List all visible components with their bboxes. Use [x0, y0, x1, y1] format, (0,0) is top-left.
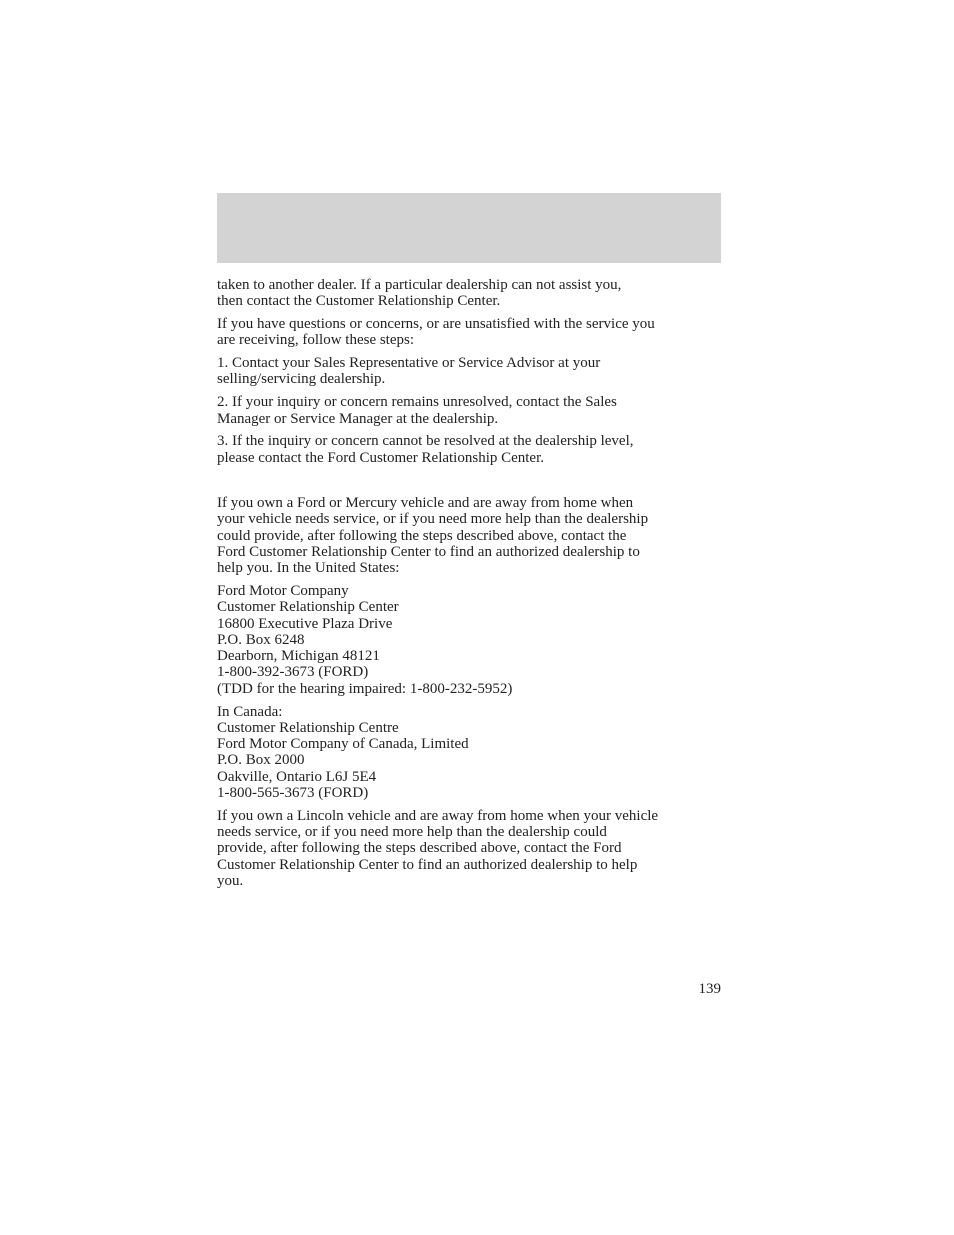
away-from-home-lincoln-paragraph	[217, 808, 727, 889]
address-line: Customer Relationship Center	[217, 599, 399, 616]
text-line: then contact the Customer Relationship Center.	[217, 293, 501, 310]
us-address-block	[217, 583, 727, 697]
text-line: please contact the Ford Customer Relationship Center.	[217, 449, 545, 466]
text-line: provide, after following the steps described above, contact the Ford	[217, 840, 622, 857]
phone-line: 1-800-565-3673 (FORD)	[217, 785, 369, 802]
address-line: Ford Motor Company	[217, 582, 349, 599]
text-line: taken to another dealer. If a particular dealership can not assist you,	[217, 277, 622, 293]
steps-intro-paragraph	[217, 316, 727, 349]
text-line: help you. In the United States:	[217, 560, 400, 577]
step-2	[217, 394, 727, 427]
text-line: 2. If your inquiry or concern remains unresolved, contact the Sales	[217, 394, 617, 411]
tdd-line: (TDD for the hearing impaired: 1-800-232-5952)	[217, 680, 513, 697]
text-line: If you own a Ford or Mercury vehicle and are away from home when	[217, 494, 634, 511]
text-line: Ford Customer Relationship Center to find an authorized dealership to	[217, 543, 640, 560]
address-line: Oakville, Ontario L6J 5E4	[217, 768, 377, 785]
text-line: your vehicle needs service, or if you need more help than the dealership	[217, 511, 649, 528]
text-line: If you have questions or concerns, or are unsatisfied with the service you	[217, 316, 655, 333]
page-body	[217, 277, 727, 896]
text-line: selling/servicing dealership.	[217, 371, 386, 388]
text-line: are receiving, follow these steps:	[217, 332, 415, 349]
text-line: If you own a Lincoln vehicle and are away from home when your vehicle	[217, 807, 659, 824]
text-line: Manager or Service Manager at the dealership.	[217, 410, 499, 427]
address-line: Ford Motor Company of Canada, Limited	[217, 736, 469, 753]
address-line: Customer Relationship Centre	[217, 719, 399, 736]
address-line: P.O. Box 2000	[217, 752, 305, 769]
canada-address-block	[217, 704, 727, 802]
text-line: Customer Relationship Center to find an authorized dealership to help	[217, 856, 638, 873]
text-line: needs service, or if you need more help than the dealership could	[217, 824, 607, 841]
text-line: you.	[217, 873, 244, 889]
step-1	[217, 355, 727, 388]
text-line: could provide, after following the steps described above, contact the	[217, 527, 627, 544]
phone-line: 1-800-392-3673 (FORD)	[217, 664, 369, 681]
address-line: 16800 Executive Plaza Drive	[217, 615, 393, 632]
step-3	[217, 433, 727, 466]
address-line: P.O. Box 6248	[217, 631, 305, 648]
away-from-home-ford-paragraph	[217, 495, 727, 576]
page-number: 139	[698, 981, 721, 997]
intro-paragraph	[217, 277, 727, 310]
address-line: In Canada:	[217, 703, 283, 720]
section-header-band	[217, 193, 721, 263]
text-line: 1. Contact your Sales Representative or Service Advisor at your	[217, 355, 601, 372]
address-line: Dearborn, Michigan 48121	[217, 648, 380, 665]
text-line: 3. If the inquiry or concern cannot be resolved at the dealership level,	[217, 433, 634, 450]
